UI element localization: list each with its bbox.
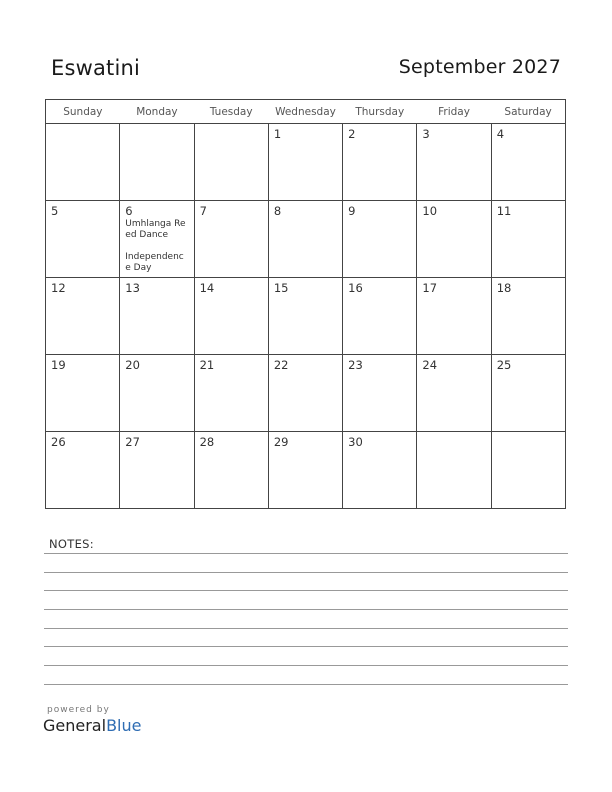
- country-title: Eswatini: [51, 56, 141, 80]
- day-number: 5: [51, 204, 59, 218]
- day-cell: [46, 201, 120, 278]
- day-number: 30: [348, 435, 363, 449]
- day-cell: [268, 432, 342, 509]
- day-number: 18: [496, 281, 512, 295]
- weekday-header: Saturday: [491, 100, 565, 124]
- day-number: 29: [273, 435, 289, 449]
- weekday-header: Thursday: [343, 100, 417, 124]
- week-row: [46, 278, 566, 355]
- note-line: [44, 590, 568, 591]
- day-cell: [46, 432, 120, 509]
- day-number: 13: [125, 281, 140, 295]
- day-number: 3: [422, 127, 430, 141]
- calendar-body: [46, 124, 566, 509]
- day-number: 28: [199, 435, 215, 449]
- day-cell: [491, 355, 565, 432]
- day-cell: [268, 355, 342, 432]
- day-cell: [120, 124, 194, 201]
- day-number: 19: [51, 358, 66, 372]
- week-row: [46, 355, 566, 432]
- day-number: 27: [125, 435, 140, 449]
- day-number: 20: [125, 358, 140, 372]
- brand-general: General: [43, 716, 107, 735]
- day-number: 9: [348, 204, 356, 218]
- calendar-grid: [45, 99, 566, 509]
- day-cell: [343, 201, 417, 278]
- note-line: [44, 665, 568, 666]
- day-number: 1: [273, 127, 282, 141]
- day-number: 23: [348, 358, 363, 372]
- day-number: 24: [422, 358, 438, 372]
- day-cell: [343, 278, 417, 355]
- note-line: [44, 684, 568, 685]
- day-cell: [417, 278, 491, 355]
- day-cell: [417, 432, 491, 509]
- weekday-header-row: [46, 100, 566, 124]
- day-number: 26: [51, 435, 66, 449]
- note-line: [44, 609, 568, 610]
- notes-label: NOTES:: [49, 537, 94, 551]
- day-number: 6: [125, 204, 133, 218]
- day-number: 16: [348, 281, 363, 295]
- day-cell: [268, 278, 342, 355]
- weekday-header: Wednesday: [268, 100, 342, 124]
- weekday-header: Sunday: [46, 100, 120, 124]
- note-line: [44, 646, 568, 647]
- holiday-event: Umhlanga Reed Dance: [125, 219, 186, 240]
- day-cell: [194, 432, 268, 509]
- day-cell: [491, 432, 565, 509]
- generalblue-logo: [43, 716, 141, 735]
- day-number: 4: [496, 127, 505, 141]
- day-number: 2: [348, 127, 356, 141]
- day-cell: [120, 278, 194, 355]
- day-number: 17: [422, 281, 438, 295]
- day-number: 14: [199, 281, 215, 295]
- weekday-header: Friday: [417, 100, 491, 124]
- day-cell: [194, 201, 268, 278]
- note-line: [44, 628, 568, 629]
- weekday-header: Monday: [120, 100, 194, 124]
- day-cell: [268, 124, 342, 201]
- powered-by-text: powered by: [47, 705, 110, 715]
- week-row: [46, 432, 566, 509]
- holiday-event: Independence Day: [125, 252, 184, 273]
- week-row: [46, 201, 566, 278]
- day-cell: [46, 355, 120, 432]
- day-cell: [491, 201, 565, 278]
- day-cell: [417, 124, 491, 201]
- day-cell: [46, 124, 120, 201]
- day-cell: [343, 124, 417, 201]
- day-cell: [268, 201, 342, 278]
- day-cell: [417, 201, 491, 278]
- day-number: 7: [199, 204, 207, 218]
- day-cell: [120, 432, 194, 509]
- day-cell: [194, 278, 268, 355]
- day-cell: [194, 355, 268, 432]
- day-cell: [491, 124, 565, 201]
- week-row: [46, 124, 566, 201]
- day-cell: [194, 124, 268, 201]
- day-number: 21: [199, 358, 215, 372]
- day-number: 15: [273, 281, 289, 295]
- note-line: [44, 553, 568, 554]
- note-line: [44, 572, 568, 573]
- day-number: 22: [273, 358, 289, 372]
- day-cell: [491, 278, 565, 355]
- day-number: 10: [422, 204, 438, 218]
- day-number: 12: [51, 281, 66, 295]
- day-number: 25: [496, 358, 512, 372]
- month-year-title: September 2027: [398, 56, 561, 78]
- day-number: 8: [273, 204, 282, 218]
- day-number: 11: [496, 204, 512, 218]
- day-cell: [46, 278, 120, 355]
- weekday-header: Tuesday: [194, 100, 268, 124]
- day-cell: [120, 355, 194, 432]
- day-cell: [343, 432, 417, 509]
- brand-blue: Blue: [106, 716, 142, 735]
- day-cell: [120, 201, 194, 278]
- day-cell: [417, 355, 491, 432]
- day-cell: [343, 355, 417, 432]
